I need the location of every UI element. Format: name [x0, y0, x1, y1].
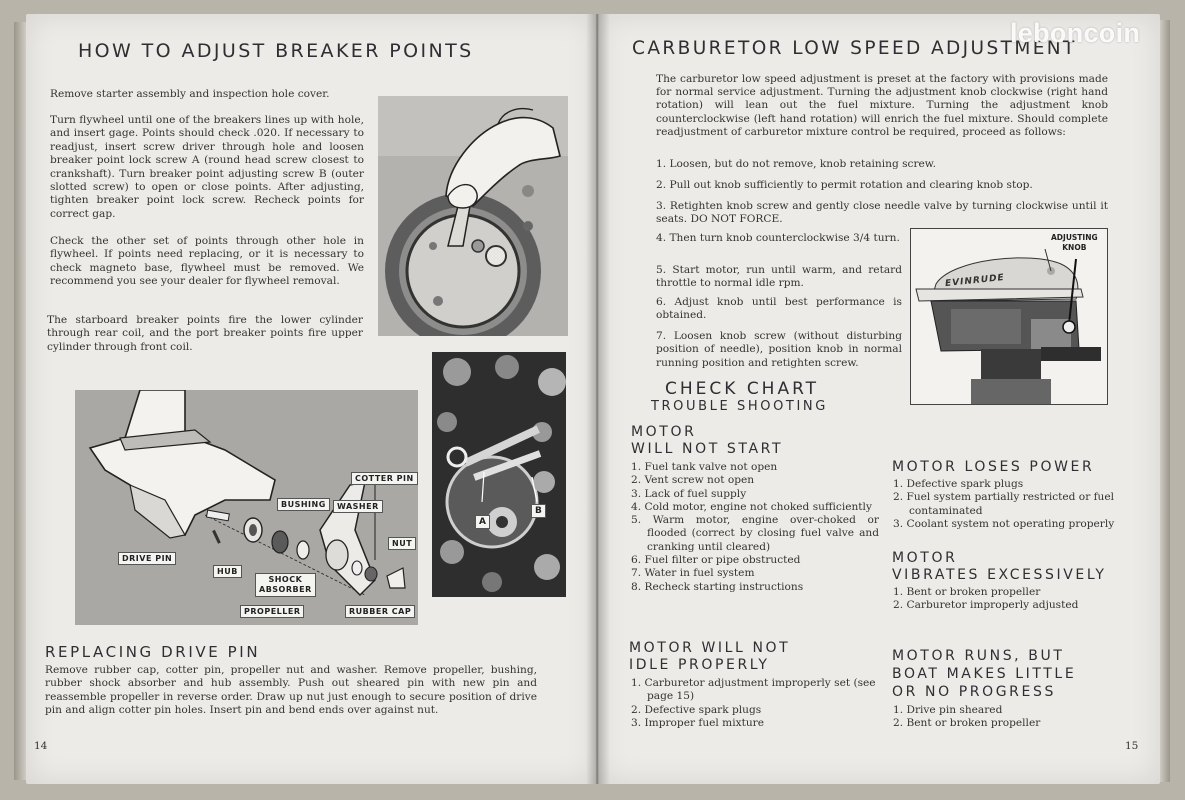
list-item: 3. Lack of fuel supply	[631, 487, 747, 500]
runs-list	[893, 704, 1137, 731]
left-para-3: Check the other set of points through other hole in flywheel. If points need replacing, or it is necessary to check magneto base, flywheel must be removed. We recommend you see your dealer for flywheel removal.	[50, 235, 364, 288]
evinrude-logo: EVINRUDE	[944, 272, 1006, 290]
replacing-drive-pin-text: Remove rubber cap, cotter pin, propeller nut and washer. Remove propeller, bushing, rubber shock absorber and hub assembly. Push out sheared pin with new pin and reassemble propeller in reverse order. Draw up nut just enough to secure position of drive pin and align cotter pin holes. Insert pin and bend ends over against nut.	[45, 664, 537, 717]
idle-list	[631, 677, 883, 730]
list-item: 2. Bent or broken propeller	[893, 717, 1041, 730]
magneto-illustration	[432, 352, 566, 597]
adjusting-label-line-2: KNOB	[1062, 243, 1087, 252]
vibrates-list	[893, 586, 1137, 613]
list-item: 1. Carburetor adjustment improperly set (see page 15)	[631, 677, 876, 703]
flywheel-hand-illustration	[378, 96, 568, 336]
list-item: 2. Fuel system partially restricted or fuel contaminated	[893, 491, 1115, 517]
list-item: 1. Defective spark plugs	[893, 478, 1024, 490]
trouble-shooting-subtitle: TROUBLE SHOOTING	[651, 399, 828, 414]
carburetor-intro: The carburetor low speed adjustment is preset at the factory with provisions made for normal service adjustment. Turning the adjustment knob clockwise (right hand rotation) will lean out the fuel mixture. Turning the adjustment knob counterclockwise (left hand rotation) will enrich the fuel mixture. Should complete readjustment of carburetor mixture control be required, proceed as follows:	[656, 73, 1108, 138]
left-para-1: Remove starter assembly and inspection hole cover.	[50, 88, 330, 100]
idle-heading-2: IDLE PROPERLY	[629, 657, 770, 673]
replacing-drive-pin-title: REPLACING DRIVE PIN	[45, 643, 261, 661]
list-item: 1. Drive pin sheared	[893, 704, 1003, 716]
step-7: 7. Loosen knob screw (without disturbing position of needle), position knob in normal running position and retighten screw.	[656, 330, 902, 369]
step-5: 5. Start motor, run until warm, and retard throttle to normal idle rpm.	[656, 264, 902, 290]
label-propeller: PROPELLER	[240, 605, 304, 618]
list-item: 2. Carburetor improperly adjusted	[893, 599, 1079, 612]
runs-heading-1: MOTOR RUNS, BUT	[892, 648, 1065, 664]
adjusting-label-line-1: ADJUSTING	[1051, 233, 1098, 242]
step-4: 4. Then turn knob counterclockwise 3/4 turn.	[656, 232, 900, 244]
label-cotter-pin: COTTER PIN	[351, 472, 418, 485]
adjusting-knob-label	[1051, 233, 1098, 253]
runs-heading-2: BOAT MAKES LITTLE	[892, 666, 1077, 682]
list-item: 2. Vent screw not open	[631, 474, 755, 487]
list-item: 8. Recheck starting instructions	[631, 580, 804, 593]
label-shock-absorber	[255, 573, 316, 597]
left-para-4: The starboard breaker points fire the lower cylinder through rear coil, and the port breaker points fire upper cylinder through front coil.	[47, 314, 363, 353]
list-item: 7. Water in fuel system	[631, 567, 755, 580]
label-b: B	[531, 504, 546, 518]
label-a: A	[475, 515, 490, 529]
step-2: 2. Pull out knob sufficiently to permit rotation and clearing knob stop.	[656, 179, 1033, 191]
label-shock-line-2: ABSORBER	[259, 585, 312, 594]
runs-heading-3: OR NO PROGRESS	[892, 684, 1056, 700]
leboncoin-watermark: leboncoin	[1010, 18, 1141, 48]
page-number-right: 15	[1125, 740, 1139, 752]
label-bushing: BUSHING	[277, 498, 330, 511]
vibrates-heading-2: VIBRATES EXCESSIVELY	[892, 567, 1107, 583]
label-hub: HUB	[213, 565, 242, 578]
loses-power-heading: MOTOR LOSES POWER	[892, 459, 1095, 475]
vibrates-heading-1: MOTOR	[892, 550, 958, 566]
magneto-photo	[432, 352, 566, 597]
label-washer: WASHER	[333, 500, 383, 513]
step-6: 6. Adjust knob until best performance is obtained.	[656, 296, 902, 322]
book-gutter	[586, 14, 610, 784]
page-number-left: 14	[34, 740, 48, 752]
breaker-points-photo	[378, 96, 568, 336]
label-rubber-cap: RUBBER CAP	[345, 605, 415, 618]
list-item: 1. Fuel tank valve not open	[631, 461, 778, 473]
will-not-start-list	[631, 461, 879, 594]
label-shock-line-1: SHOCK	[268, 575, 303, 584]
list-item: 1. Bent or broken propeller	[893, 586, 1041, 598]
motor-photo	[910, 228, 1108, 405]
will-not-start-heading-1: MOTOR	[631, 424, 697, 440]
list-item: 5. Warm motor, engine over-choked or flooded (correct by closing fuel valve and cranking until cleared)	[631, 514, 879, 553]
left-page-title: HOW TO ADJUST BREAKER POINTS	[78, 40, 474, 62]
step-1: 1. Loosen, but do not remove, knob retaining screw.	[656, 158, 936, 170]
label-nut: NUT	[388, 537, 416, 550]
will-not-start-heading-2: WILL NOT START	[631, 441, 784, 457]
list-item: 3. Coolant system not operating properly	[893, 517, 1115, 530]
drive-pin-diagram	[75, 390, 418, 625]
left-para-2: Turn flywheel until one of the breakers lines up with hole, and insert gage. Points should check .020. If necessary to readjust, insert screw driver through hole and loosen breaker point lock screw A (round head screw closest to crankshaft). Turn breaker point adjusting screw B (outer slotted screw) to open or close points. After adjusting, tighten breaker point lock screw. Recheck points for correct gap.	[50, 114, 364, 220]
check-chart-title: CHECK CHART	[665, 379, 820, 399]
step-3: 3. Retighten knob screw and gently close needle valve by turning clockwise until it seats. DO NOT FORCE.	[656, 200, 1108, 226]
list-item: 6. Fuel filter or pipe obstructed	[631, 554, 801, 567]
right-page-title: CARBURETOR LOW SPEED ADJUSTMENT	[632, 38, 1077, 59]
loses-power-list	[893, 478, 1137, 531]
outboard-motor-illustration	[911, 229, 1107, 404]
idle-heading-1: MOTOR WILL NOT	[629, 640, 791, 656]
label-drive-pin: DRIVE PIN	[118, 552, 176, 565]
list-item: 4. Cold motor, engine not choked sufficiently	[631, 500, 872, 513]
list-item: 2. Defective spark plugs	[631, 703, 762, 716]
list-item: 3. Improper fuel mixture	[631, 716, 765, 729]
